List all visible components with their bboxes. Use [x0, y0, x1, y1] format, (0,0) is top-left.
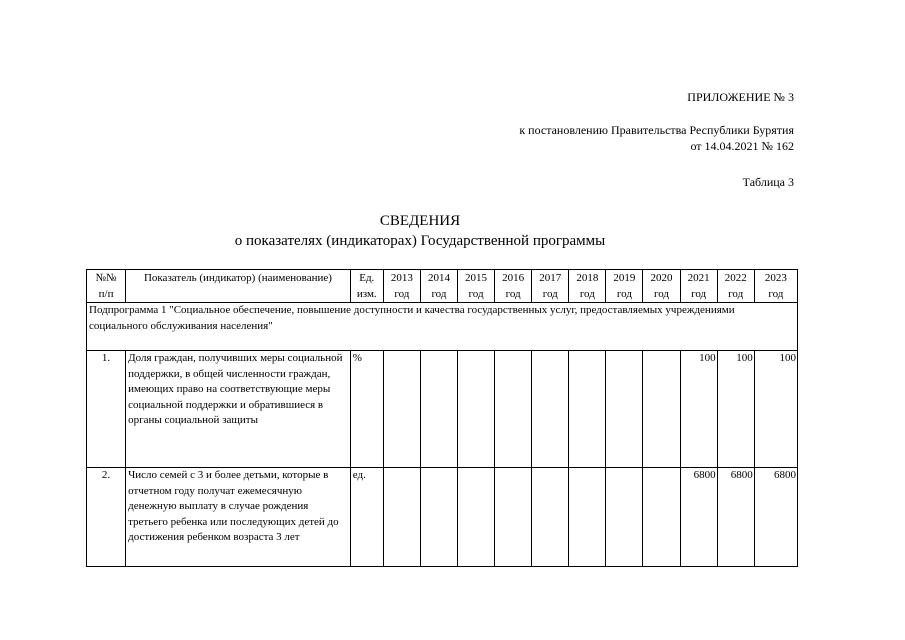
decree-reference — [519, 122, 794, 154]
value-cell: 100 — [717, 351, 754, 468]
document-title: СВЕДЕНИЯ — [379, 213, 461, 229]
table-row — [87, 351, 798, 468]
value-cell — [606, 351, 643, 468]
unit-cell: % — [350, 351, 383, 468]
value-cell: 100 — [754, 351, 797, 468]
value-cell — [495, 468, 532, 567]
row-number: 1. — [87, 351, 126, 468]
table-row — [87, 468, 798, 567]
table-label: Таблица 3 — [742, 175, 794, 189]
col-header-number: №№ п/п — [87, 270, 126, 303]
value-cell — [383, 468, 420, 567]
unit-cell: ед. — [350, 468, 383, 567]
col-header-name: Показатель (индикатор) (наименование) — [126, 270, 351, 303]
col-header-year: 2014 год — [420, 270, 457, 303]
value-cell — [420, 351, 457, 468]
value-cell — [532, 351, 569, 468]
value-cell: 6800 — [717, 468, 754, 567]
col-header-year: 2022 год — [717, 270, 754, 303]
value-cell — [495, 351, 532, 468]
row-number: 2. — [87, 468, 126, 567]
col-header-year: 2023 год — [754, 270, 797, 303]
value-cell — [643, 351, 680, 468]
value-cell: 100 — [680, 351, 717, 468]
indicator-name: Доля граждан, получивших меры социальной поддержки, в общей численности граждан, имеющих право на соответствующие меры социальной поддержки и обратившиеся в органы социальной защиты — [126, 351, 351, 468]
appendix-heading: ПРИЛОЖЕНИЕ № 3 — [687, 90, 794, 104]
value-cell: 6800 — [680, 468, 717, 567]
col-header-year: 2021 год — [680, 270, 717, 303]
decree-line-1: к постановлению Правительства Республики Бурятия — [519, 123, 794, 137]
col-header-year: 2017 год — [532, 270, 569, 303]
value-cell — [532, 468, 569, 567]
value-cell — [643, 468, 680, 567]
value-cell — [606, 468, 643, 567]
value-cell — [420, 468, 457, 567]
col-header-year: 2016 год — [495, 270, 532, 303]
col-header-year: 2013 год — [383, 270, 420, 303]
col-header-year: 2019 год — [606, 270, 643, 303]
col-header-year: 2020 год — [643, 270, 680, 303]
subprogram-title: Подпрограмма 1 "Социальное обеспечение, повышение доступности и качества государственных услуг, предоставляемых учреждениями социального обслуживания населения" — [87, 303, 798, 351]
indicators-table — [86, 269, 798, 567]
col-header-unit: Ед. изм. — [350, 270, 383, 303]
value-cell — [383, 351, 420, 468]
value-cell — [458, 351, 495, 468]
document-subtitle: о показателях (индикаторах) Государственной программы — [234, 233, 606, 249]
table-header-row — [87, 270, 798, 303]
value-cell — [569, 351, 606, 468]
col-header-year: 2018 год — [569, 270, 606, 303]
value-cell — [569, 468, 606, 567]
value-cell: 6800 — [754, 468, 797, 567]
subprogram-row — [87, 303, 798, 351]
decree-line-2: от 14.04.2021 № 162 — [690, 139, 794, 153]
value-cell — [458, 468, 495, 567]
indicator-name: Число семей с 3 и более детьми, которые в отчетном году получат ежемесячную денежную выплату в случае рождения третьего ребенка или последующих детей до достижения ребенком возраста 3 лет — [126, 468, 351, 567]
col-header-year: 2015 год — [458, 270, 495, 303]
